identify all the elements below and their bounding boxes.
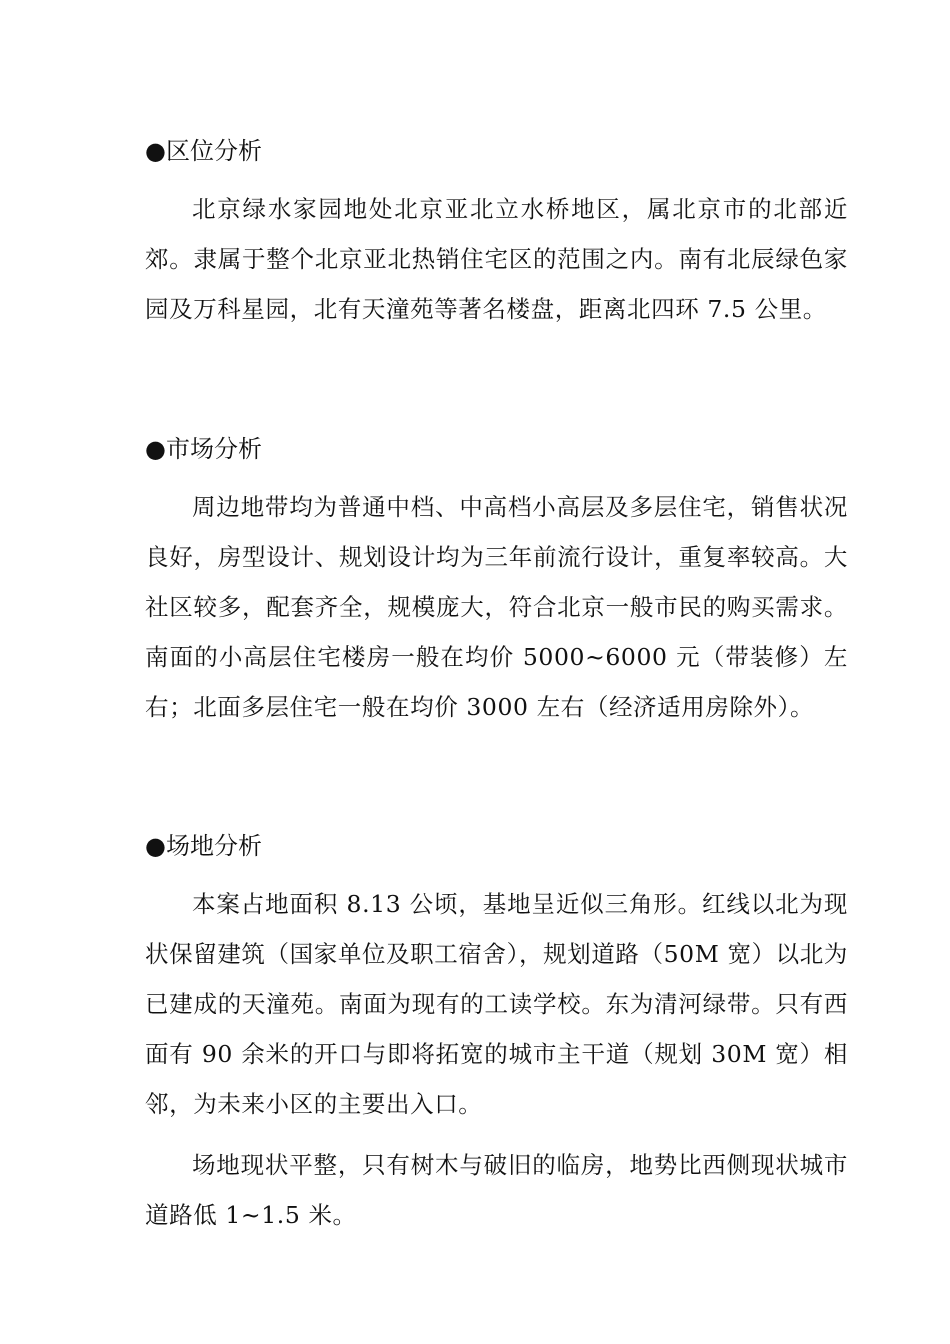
section-paragraph: 本案占地面积 8.13 公顷，基地呈近似三角形。红线以北为现状保留建筑（国家单位及职工宿舍），规划道路（50M 宽）以北为已建成的天潼苑。南面为现有的工读学校。东为清河绿带。只有西面有 90 余米的开口与即将拓宽的城市主干道（规划 30M 宽）相邻，为未来小区的主要出入口。 [145, 890, 848, 1118]
section-location-analysis [145, 136, 848, 334]
section-heading: ●场地分析 [145, 832, 262, 860]
section-heading: ●区位分析 [145, 137, 262, 165]
section-heading: ●市场分析 [145, 435, 262, 463]
section-paragraph: 北京绿水家园地处北京亚北立水桥地区，属北京市的北部近郊。隶属于整个北京亚北热销住宅区的范围之内。南有北辰绿色家园及万科星园，北有天潼苑等著名楼盘，距离北四环 7.5 公里。 [145, 195, 848, 323]
section-market-analysis [145, 434, 848, 732]
section-site-analysis [145, 831, 848, 1240]
section-paragraph: 场地现状平整，只有树木与破旧的临房，地势比西侧现状城市道路低 1~1.5 米。 [145, 1151, 848, 1229]
section-paragraph: 周边地带均为普通中档、中高档小高层及多层住宅，销售状况良好，房型设计、规划设计均为三年前流行设计，重复率较高。大社区较多，配套齐全，规模庞大，符合北京一般市民的购买需求。南面的小高层住宅楼房一般在均价 5000~6000 元（带装修）左右；北面多层住宅一般在均价 3000 左右（经济适用房除外）。 [145, 493, 848, 721]
